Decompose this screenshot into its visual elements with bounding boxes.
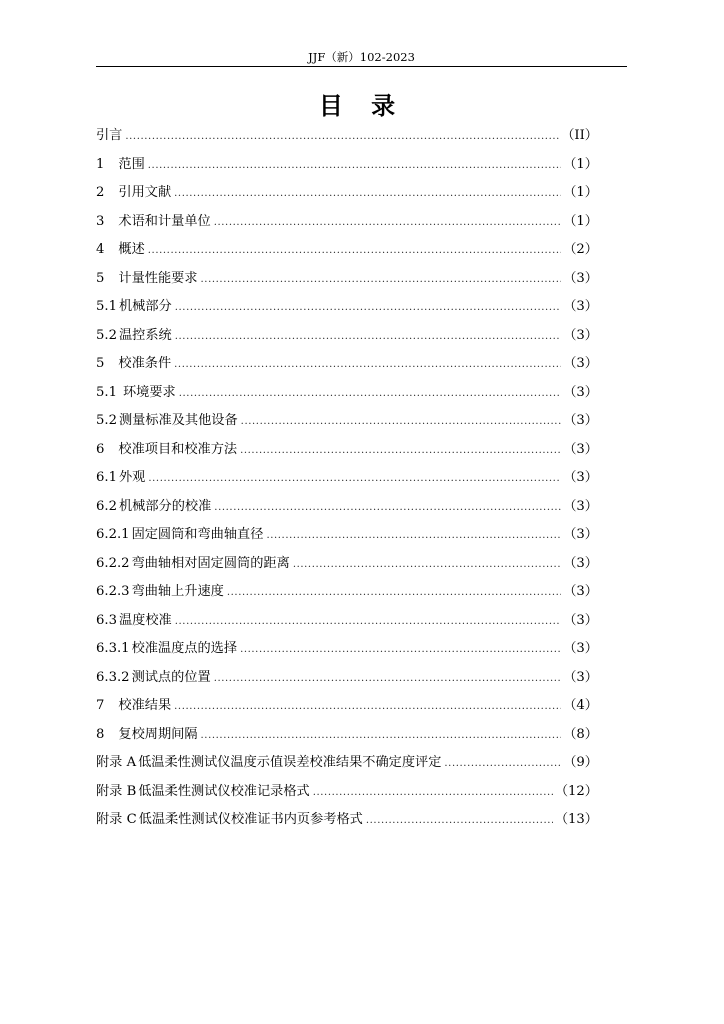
toc-entry-number: 6.2 xyxy=(96,498,117,514)
toc-entry-label xyxy=(96,122,122,151)
toc-entry-title: 测量标准及其他设备 xyxy=(118,413,238,428)
toc-entry-title: 复校周期间隔 xyxy=(118,726,198,742)
toc-entry-page: （3） xyxy=(563,270,598,286)
toc-entry-page: （12） xyxy=(554,783,598,799)
toc-entry-label xyxy=(96,379,176,408)
toc-entry-label xyxy=(96,493,211,522)
toc-entry-title: 校准项目和校准方法 xyxy=(118,441,238,457)
toc-entry-label xyxy=(96,692,171,721)
toc-entry-title: 低温柔性测试仪校准记录格式 xyxy=(138,783,310,799)
toc-entry-page: （2） xyxy=(563,242,598,257)
toc-entry-page: （8） xyxy=(563,726,598,742)
toc-entry-number: 5.2 xyxy=(96,413,117,428)
toc-entry-number: 附录 B xyxy=(96,783,137,799)
toc-entry[interactable] xyxy=(96,607,598,636)
toc-entry-label xyxy=(96,550,290,579)
toc-entry-number: 附录 A xyxy=(96,755,137,770)
toc-entry-title: 弯曲轴相对固定圆筒的距离 xyxy=(131,555,290,571)
toc-entry-label xyxy=(96,635,237,664)
dot-leader xyxy=(175,323,562,352)
toc-entry[interactable] xyxy=(96,436,598,465)
toc-entry-label xyxy=(96,664,211,693)
dot-leader xyxy=(266,522,561,551)
toc-entry-page: （3） xyxy=(563,527,598,542)
running-header: JJF（新）102-2023 xyxy=(96,50,627,67)
dot-leader xyxy=(214,665,562,694)
dot-leader xyxy=(241,408,562,437)
dot-leader xyxy=(201,266,562,295)
toc-entry-number: 6.2.3 xyxy=(96,584,130,599)
toc-entry[interactable] xyxy=(96,550,598,579)
dot-leader xyxy=(313,779,553,808)
toc-entry-number: 6.3 xyxy=(96,612,117,628)
toc-entry-page: （1） xyxy=(563,185,598,200)
toc-entry-label xyxy=(96,749,441,778)
toc-entry-page: （3） xyxy=(563,356,598,371)
table-of-contents xyxy=(96,122,598,835)
toc-entry-number: 6.3.2 xyxy=(96,669,130,685)
dot-leader xyxy=(174,351,561,380)
toc-entry-page: （3） xyxy=(563,584,598,599)
dot-leader xyxy=(444,750,561,779)
toc-entry-label xyxy=(96,179,171,208)
toc-entry-title: 术语和计量单位 xyxy=(118,213,211,229)
toc-entry-label xyxy=(96,322,172,351)
toc-entry-title: 机械部分的校准 xyxy=(118,498,212,514)
toc-entry-title: 外观 xyxy=(118,470,146,485)
toc-entry-label xyxy=(96,721,198,750)
toc-entry-title: 低温柔性测试仪温度示值误差校准结果不确定度评定 xyxy=(138,755,442,770)
toc-entry-title: 范围 xyxy=(118,156,145,172)
toc-entry[interactable] xyxy=(96,521,598,550)
toc-entry-title: 校准条件 xyxy=(118,356,172,371)
toc-entry-label xyxy=(96,293,172,322)
toc-entry-label xyxy=(96,578,224,607)
dot-leader xyxy=(148,237,561,266)
toc-entry-page: （9） xyxy=(563,755,598,770)
toc-entry-page: （3） xyxy=(563,612,598,628)
toc-entry-number: 4 xyxy=(96,242,105,257)
toc-entry-title: 计量性能要求 xyxy=(118,270,198,286)
toc-entry[interactable] xyxy=(96,664,598,693)
toc-entry-label xyxy=(96,464,145,493)
toc-entry[interactable] xyxy=(96,721,598,750)
toc-entry-number: 6.1 xyxy=(96,470,117,485)
toc-entry[interactable] xyxy=(96,464,598,493)
dot-leader xyxy=(179,380,562,409)
toc-entry[interactable] xyxy=(96,122,598,151)
toc-entry-page: （3） xyxy=(563,299,598,314)
dot-leader xyxy=(174,180,561,209)
toc-entry-number: 2 xyxy=(96,185,105,200)
toc-entry-number: 5.1 xyxy=(96,299,117,314)
toc-entry-number: 6.2.1 xyxy=(96,527,130,542)
toc-entry-title: 引言 xyxy=(96,128,123,143)
toc-entry[interactable] xyxy=(96,265,598,294)
toc-entry[interactable] xyxy=(96,208,598,237)
dot-leader xyxy=(214,209,562,238)
toc-entry-page: （4） xyxy=(563,698,598,713)
toc-entry-title: 机械部分 xyxy=(118,299,172,314)
dot-leader xyxy=(201,722,562,751)
toc-entry-number: 附录 C xyxy=(96,812,137,827)
toc-entry-page: （3） xyxy=(563,441,598,457)
toc-entry[interactable] xyxy=(96,692,598,721)
dot-leader xyxy=(175,294,562,323)
dot-leader xyxy=(174,693,561,722)
toc-entry-label xyxy=(96,208,211,237)
toc-entry[interactable] xyxy=(96,236,598,265)
toc-entry[interactable] xyxy=(96,635,598,664)
toc-entry-title: 校准温度点的选择 xyxy=(131,641,238,656)
toc-entry-number: 5 xyxy=(96,270,105,286)
toc-entry-page: （3） xyxy=(563,555,598,571)
toc-entry[interactable] xyxy=(96,322,598,351)
toc-entry-label xyxy=(96,806,363,835)
toc-entry-number: 7 xyxy=(96,698,105,713)
toc-entry-page: （1） xyxy=(563,213,598,229)
toc-entry[interactable] xyxy=(96,806,598,835)
toc-entry-number: 5 xyxy=(96,356,105,371)
toc-entry-page: （3） xyxy=(563,413,598,428)
toc-entry-page: （13） xyxy=(554,812,598,827)
toc-entry-number: 5.1 xyxy=(96,384,117,400)
toc-entry-number: 6.3.1 xyxy=(96,641,130,656)
toc-entry-title: 温度校准 xyxy=(118,612,172,628)
dot-leader xyxy=(175,608,562,637)
toc-entry-number: 6 xyxy=(96,441,105,457)
dot-leader xyxy=(366,807,553,836)
toc-entry-page: （1） xyxy=(563,156,598,172)
toc-entry-title: 环境要求 xyxy=(122,384,176,400)
toc-entry-title: 引用文献 xyxy=(118,185,172,200)
dot-leader xyxy=(240,636,561,665)
toc-entry-title: 固定圆筒和弯曲轴直径 xyxy=(131,527,264,542)
toc-entry-page: （3） xyxy=(563,470,598,485)
toc-entry-number: 6.2.2 xyxy=(96,555,130,571)
toc-entry-label xyxy=(96,521,263,550)
toc-entry-title: 概述 xyxy=(118,242,145,257)
toc-entry-title: 弯曲轴上升速度 xyxy=(131,584,224,599)
toc-entry-title: 低温柔性测试仪校准证书内页参考格式 xyxy=(138,812,363,827)
toc-entry-label xyxy=(96,151,145,180)
toc-entry-page: （3） xyxy=(563,327,598,343)
toc-entry-label xyxy=(96,436,237,465)
toc-entry-label xyxy=(96,407,238,436)
toc-entry-number: 5.2 xyxy=(96,327,117,343)
toc-entry-page: （3） xyxy=(563,669,598,685)
dot-leader xyxy=(148,152,561,181)
page-title: 目 录 xyxy=(318,92,406,120)
toc-entry[interactable] xyxy=(96,379,598,408)
toc-entry[interactable] xyxy=(96,350,598,379)
toc-entry-page: （II） xyxy=(561,128,598,143)
toc-entry[interactable] xyxy=(96,407,598,436)
toc-entry-title: 校准结果 xyxy=(118,698,172,713)
toc-entry-label xyxy=(96,607,172,636)
toc-entry[interactable] xyxy=(96,493,598,522)
toc-entry-number: 8 xyxy=(96,726,105,742)
toc-entry-label xyxy=(96,350,171,379)
dot-leader xyxy=(227,579,561,608)
toc-entry-page: （3） xyxy=(563,384,598,400)
toc-entry-number: 3 xyxy=(96,213,105,229)
toc-entry[interactable] xyxy=(96,749,598,778)
toc-entry[interactable] xyxy=(96,179,598,208)
toc-entry-label xyxy=(96,265,198,294)
toc-entry-title: 测试点的位置 xyxy=(131,669,211,685)
toc-entry[interactable] xyxy=(96,293,598,322)
dot-leader xyxy=(214,494,561,523)
toc-entry[interactable] xyxy=(96,578,598,607)
toc-entry-title: 温控系统 xyxy=(118,327,172,343)
dot-leader xyxy=(125,123,559,152)
dot-leader xyxy=(293,551,561,580)
dot-leader xyxy=(240,437,561,466)
toc-entry-page: （3） xyxy=(563,641,598,656)
toc-entry[interactable] xyxy=(96,151,598,180)
dot-leader xyxy=(148,465,561,494)
toc-entry-number: 1 xyxy=(96,156,105,172)
toc-entry-label xyxy=(96,236,145,265)
toc-entry-label xyxy=(96,778,310,807)
toc-entry[interactable] xyxy=(96,778,598,807)
toc-entry-page: （3） xyxy=(563,498,598,514)
